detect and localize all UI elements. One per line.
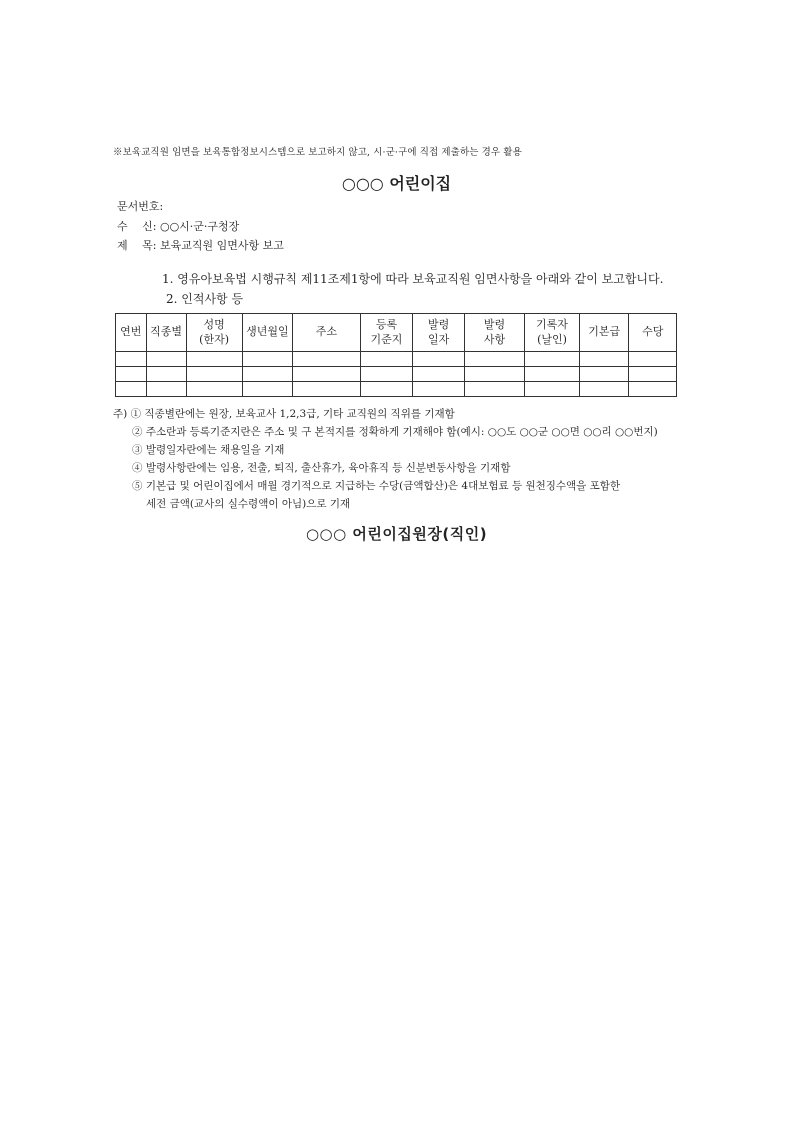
paragraph-2: 2. 인적사항 등	[166, 292, 244, 306]
table-cell	[293, 382, 360, 397]
footnote-3: ③ 발령일자란에는 채용일을 기재	[132, 444, 285, 456]
document-title: ○○○ 어린이집	[341, 174, 452, 193]
table-cell	[413, 352, 465, 367]
table-cell	[186, 352, 242, 367]
header-cell: 기본급	[579, 314, 629, 352]
table-cell	[116, 352, 147, 367]
table-cell	[116, 367, 147, 382]
top-note: ※보육교직원 임면을 보육통합정보시스템으로 보고하지 않고, 시·군·구에 직접 제출하는 경우 활용	[113, 147, 522, 158]
table-cell	[413, 382, 465, 397]
table-cell	[360, 367, 413, 382]
table-cell	[464, 367, 524, 382]
personnel-table	[115, 313, 677, 397]
table-cell	[242, 382, 293, 397]
table-cell	[186, 382, 242, 397]
header-cell: 직종별	[146, 314, 186, 352]
table-cell	[146, 382, 186, 397]
subject-line	[117, 237, 284, 253]
table-cell	[116, 382, 147, 397]
footnote-2: ② 주소란과 등록기준지란은 주소 및 구 본적지를 정확하게 기재해야 함(예시: ○○도 ○○군 ○○면 ○○리 ○○번지)	[132, 426, 658, 438]
table-cell	[146, 367, 186, 382]
header-cell: 연번	[116, 314, 147, 352]
table-cell	[146, 352, 186, 367]
header-cell: 수당	[629, 314, 677, 352]
footnote-1: 주) ① 직종별란에는 원장, 보육교사 1,2,3급, 기타 교직원의 직위를 기재함	[113, 408, 455, 420]
header-cell: 기록자 (날인)	[525, 314, 580, 352]
table-cell	[464, 352, 524, 367]
table-cell	[525, 382, 580, 397]
table-cell	[242, 367, 293, 382]
table-cell	[242, 352, 293, 367]
doc-number-label: 문서번호:	[117, 200, 164, 213]
table-cell	[413, 367, 465, 382]
footnotes	[113, 405, 658, 513]
table-cell	[629, 367, 677, 382]
subject-label: 제 목:	[117, 239, 157, 252]
recipient-line	[117, 218, 239, 234]
table-row	[116, 352, 677, 367]
table-cell	[579, 382, 629, 397]
recipient-value: ○○시·군·구청장	[159, 220, 240, 233]
table-cell	[464, 382, 524, 397]
table-cell	[293, 367, 360, 382]
table-row	[116, 367, 677, 382]
header-cell: 성명 (한자)	[186, 314, 242, 352]
table-cell	[579, 352, 629, 367]
header-cell: 생년월일	[242, 314, 293, 352]
table-cell	[293, 352, 360, 367]
paragraph-1: 1. 영유아보육법 시행규칙 제11조제1항에 따라 보육교직원 임면사항을 아래와 같이 보고합니다.	[162, 272, 664, 286]
table-cell	[360, 352, 413, 367]
table-cell	[629, 352, 677, 367]
table-header-row	[116, 314, 677, 352]
table-cell	[629, 382, 677, 397]
table-cell	[525, 367, 580, 382]
table-cell	[186, 367, 242, 382]
table-row	[116, 382, 677, 397]
header-cell: 등록 기준지	[360, 314, 413, 352]
header-cell: 발령 사항	[464, 314, 524, 352]
doc-number	[117, 198, 163, 214]
recipient-label: 수 신:	[117, 220, 157, 233]
footnote-5: ⑤ 기본급 및 어린이집에서 매월 경기적으로 지급하는 수당(금액합산)은 4대보험료 등 원천징수액을 포함한	[132, 480, 621, 492]
table-cell	[579, 367, 629, 382]
table-cell	[525, 352, 580, 367]
table-cell	[360, 382, 413, 397]
footnote-5-cont: 세전 금액(교사의 실수령액이 아님)으로 기재	[146, 498, 351, 510]
footnote-4: ④ 발령사항란에는 임용, 전출, 퇴직, 출산휴가, 육아휴직 등 신분변동사항을 기재함	[132, 462, 511, 474]
subject-value: 보육교직원 임면사항 보고	[159, 239, 284, 252]
header-cell: 주소	[293, 314, 360, 352]
header-cell: 발령 일자	[413, 314, 465, 352]
signature: ○○○ 어린이집원장(직인)	[305, 525, 488, 543]
